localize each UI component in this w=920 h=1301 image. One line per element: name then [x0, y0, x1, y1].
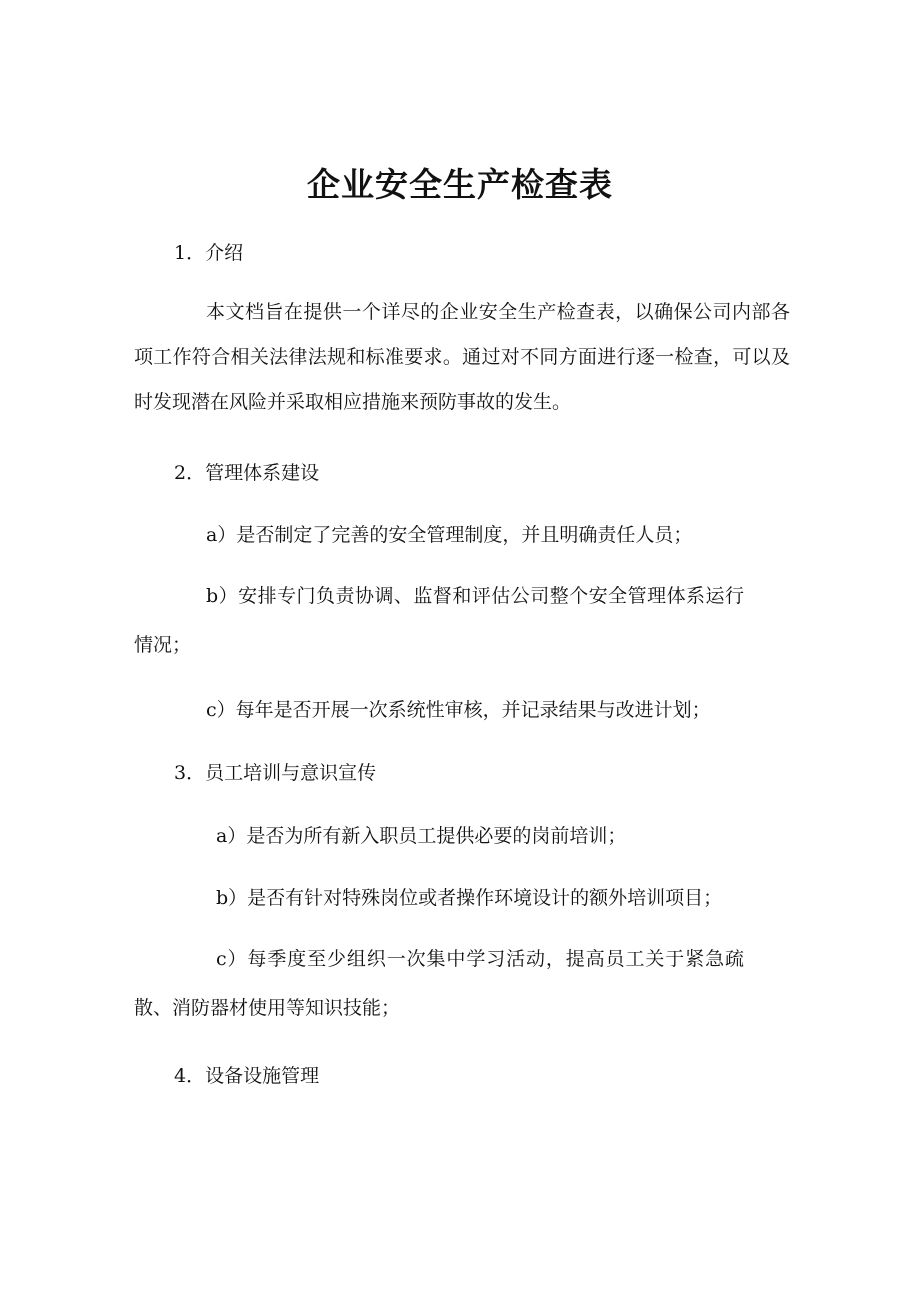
document-title: 企业安全生产检查表: [307, 165, 613, 204]
section-3-heading: 3．员工培训与意识宣传: [174, 762, 377, 784]
section-2-heading: 2．管理体系建设: [174, 462, 320, 484]
section-3-item-c-text: c）每季度至少组织一次集中学习活动，提高员工关于紧急疏散、消防器材使用等知识技能；: [134, 948, 744, 1019]
section-1-heading: 1．介绍: [174, 242, 244, 264]
section-4-heading: 4．设备设施管理: [174, 1065, 320, 1087]
section-1-paragraph: 本文档旨在提供一个详尽的企业安全生产检查表，以确保公司内部各项工作符合相关法律法规和标准要求。通过对不同方面进行逐一检查，可以及时发现潜在风险并采取相应措施来预防事故的发生。: [134, 301, 790, 413]
section-2-item-b: [134, 572, 744, 670]
section-3-item-c: [134, 935, 744, 1033]
section-2-item-a: a）是否制定了完善的安全管理制度，并且明确责任人员；: [206, 524, 693, 546]
section-2-item-b-text: b）安排专门负责协调、监督和评估公司整个安全管理体系运行情况；: [134, 585, 744, 656]
section-3-item-a: a）是否为所有新入职员工提供必要的岗前培训；: [216, 825, 627, 847]
section-3-item-b: b）是否有针对特殊岗位或者操作环境设计的额外培训项目；: [216, 887, 723, 909]
section-2-item-c: c）每年是否开展一次系统性审核，并记录结果与改进计划；: [206, 699, 711, 721]
